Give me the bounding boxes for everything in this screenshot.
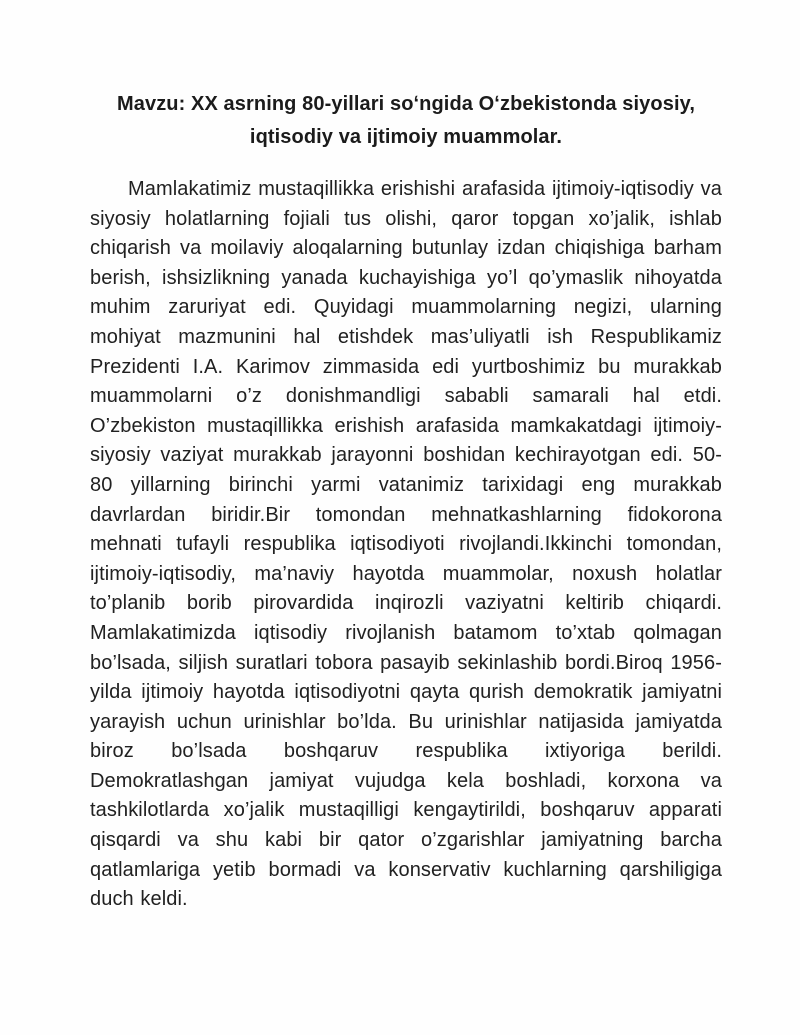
document-title-line2: iqtisodiy va ijtimoiy muammolar.: [249, 126, 563, 148]
document-title: [90, 88, 722, 154]
document-title-line1: Mavzu: XX asrning 80-yillari soʻngida Oʻzbekistonda siyosiy,: [116, 93, 695, 115]
document-body-paragraph: Mamlakatimiz mustaqillikka erishishi arafasida ijtimoiy-iqtisodiy va siyosiy holatlarning fojiali tus olishi, qaror topgan xo’jalik, ishlab chiqarish va moilaviy aloqalarning butunlay izdan chiqishiga barham berish, ishsizlikning yanada kuchayishiga yo’l qo’ymaslik nihoyatda muhim zaruriyat edi. Quyidagi muammolarning negizi, ularning mohiyat mazmunini hal etishdek mas’uliyatli ish Respublikamiz Prezidenti I.A. Karimov zimmasida edi yurtboshimiz bu murakkab muammolarni o’z donishmandligi sababli samarali hal etdi. O’zbekiston mustaqillikka erishish arafasida mamkakatdagi ijtimoiy-siyosiy vaziyat murakkab jarayonni boshidan kechirayotgan edi. 50-80 yillarning birinchi yarmi vatanimiz tarixidagi eng murakkab davrlardan biridir.Bir tomondan mehnatkashlarning fidokorona mehnati tufayli respublika iqtisodiyoti rivojlandi.Ikkinchi tomondan, ijtimoiy-iqtisodiy, ma’naviy hayotda muammolar, noxush holatlar to’planib borib pirovardida inqirozli vaziyatni keltirib chiqardi. Mamlakatimizda iqtisodiy rivojlanish batamom to’xtab qolmagan bo’lsada, siljish suratlari tobora pasayib sekinlashib bordi.Biroq 1956-yilda ijtimoiy hayotda iqtisodiyotni qayta qurish demokratik jamiyatni yarayish uchun urinishlar bo’lda. Bu urinishlar natijasida jamiyatda biroz bo’lsada boshqaruv respublika ixtiyoriga berildi. Demokratlashgan jamiyat vujudga kela boshladi, korxona va tashkilotlarda xo’jalik mustaqilligi kengaytirildi, boshqaruv apparati qisqardi va shu kabi bir qator o’zgarishlar jamiyatning barcha qatlamlariga yetib bormadi va konservativ kuchlarning qarshiligiga duch keldi.: [90, 178, 722, 911]
